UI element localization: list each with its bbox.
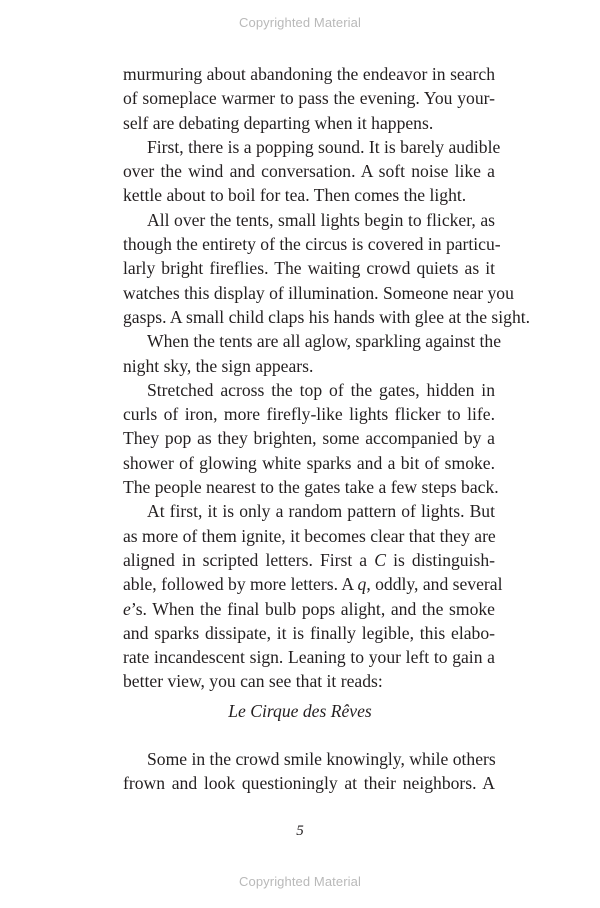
text-line: gasps. A small child claps his hands with glee at the sight. <box>123 306 531 327</box>
page-number: 5 <box>296 823 304 839</box>
body-text-continued <box>123 747 495 796</box>
text-line: At first, it is only a random pattern of lights. But <box>147 501 495 522</box>
text-line: rate incandescent sign. Leaning to your left to gain a <box>123 647 495 668</box>
text-line: All over the tents, small lights begin to flicker, as <box>147 209 495 230</box>
text-line: shower of glowing white sparks and a bit of smoke. <box>123 452 495 473</box>
text-line: though the entirety of the circus is covered in particu- <box>123 234 501 255</box>
text-line: kettle about to boil for tea. Then comes the light. <box>123 185 467 206</box>
text-line: of someplace warmer to pass the evening. You your- <box>123 88 495 109</box>
text-line: When the tents are all aglow, sparkling against the <box>147 331 502 352</box>
text-line: better view, you can see that it reads: <box>123 671 383 692</box>
text-line: able, followed by more letters. A q, oddly, and several <box>123 574 503 595</box>
text-line: as more of them ignite, it becomes clear that they are <box>123 525 496 546</box>
text-line: First, there is a popping sound. It is barely audible <box>147 136 501 157</box>
text-line: and sparks dissipate, it is finally legible, this elabo- <box>123 622 495 643</box>
text-line: night sky, the sign appears. <box>123 355 314 376</box>
text-line: murmuring about abandoning the endeavor in search <box>123 64 495 84</box>
sign-title: Le Cirque des Rêves <box>228 701 372 721</box>
text-line: They pop as they brighten, some accompanied by a <box>123 428 495 449</box>
text-line: watches this display of illumination. Someone near you <box>123 282 514 303</box>
text-line: self are debating departing when it happens. <box>123 112 434 133</box>
text-line: curls of iron, more firefly-like lights flicker to life. <box>123 404 495 425</box>
text-line: aligned in scripted letters. First a C is distinguish- <box>123 549 495 570</box>
text-line: over the wind and conversation. A soft noise like a <box>123 161 495 182</box>
copyright-watermark-top: Copyrighted Material <box>239 15 361 30</box>
text-line: Some in the crowd smile knowingly, while others <box>147 749 496 769</box>
text-line: Stretched across the top of the gates, hidden in <box>147 379 495 400</box>
text-line: The people nearest to the gates take a few steps back. <box>123 477 499 498</box>
body-text <box>123 62 531 694</box>
text-line: e’s. When the final bulb pops alight, and the smoke <box>123 598 495 619</box>
copyright-watermark-bottom: Copyrighted Material <box>239 874 361 889</box>
text-line: larly bright fireflies. The waiting crowd quiets as it <box>123 258 495 279</box>
text-line: frown and look questioningly at their neighbors. A <box>123 773 495 794</box>
